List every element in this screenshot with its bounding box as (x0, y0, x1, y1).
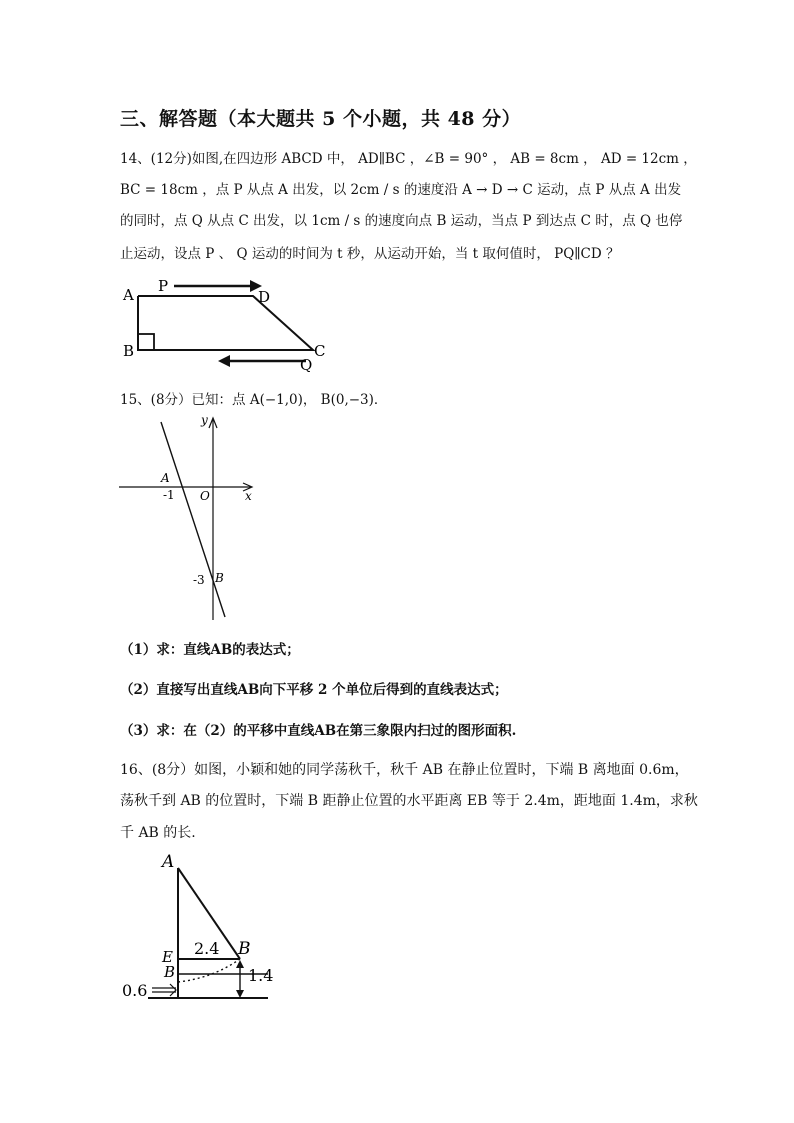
label-B: B (238, 939, 251, 959)
label-O: O (200, 489, 210, 503)
q16-line-3: 千 AB 的长. (120, 825, 196, 841)
label-E: E (162, 948, 173, 966)
q15-part-2: （2）直接写出直线AB向下平移 2 个单位后得到的直线表达式； (120, 682, 508, 698)
q15-part-1: （1）求：直线AB的表达式； (120, 642, 300, 658)
q15-stem: 15、(8分）已知：点 A(−1,0)， B(0,−3)． (120, 392, 388, 408)
label-A: A (123, 286, 134, 304)
section-title: 三、解答题（本大题共 5 个小题，共 48 分） (120, 108, 522, 130)
q14-line-3: 的同时，点 Q 从点 C 出发，以 1cm / s 的速度向点 B 运动，当点 P 到达点 C 时，点 Q 也停 (120, 213, 683, 229)
label-A: A (161, 471, 170, 485)
ground-arrow-head (170, 984, 176, 996)
label-2-4: 2.4 (194, 939, 220, 958)
q16-swing-figure (118, 850, 273, 1010)
label-x: x (245, 489, 252, 503)
trapezoid-abcd (138, 296, 313, 350)
swing-arc (178, 959, 240, 982)
q16-line-1: 16、(8分）如图，小颖和她的同学荡秋千，秋千 AB 在静止位置时，下端 B 离地面 0.6m， (120, 762, 689, 778)
height-arrow-bottom (236, 990, 244, 998)
q14-line-4: 止运动，设点 P 、 Q 运动的时间为 t 秒，从运动开始，当 t 取何值时， PQ∥CD ？ (120, 246, 620, 262)
label-minus1: -1 (163, 488, 175, 502)
label-A: A (162, 852, 175, 872)
label-0-6: 0.6 (122, 981, 148, 1000)
label-B-rest: B (164, 963, 176, 981)
label-y: y (201, 413, 208, 427)
label-Q: Q (300, 356, 313, 372)
label-B: B (215, 571, 224, 585)
label-D: D (258, 288, 271, 306)
label-minus3: -3 (193, 573, 205, 587)
q15-part-3: （3）求：在（2）的平移中直线AB在第三象限内扫过的图形面积. (120, 723, 517, 739)
label-1-4: 1.4 (248, 966, 273, 985)
q14-trapezoid-figure (118, 272, 338, 372)
label-C: C (314, 342, 326, 360)
q15-coordinate-figure (115, 412, 265, 624)
q16-line-2: 荡秋千到 AB 的位置时，下端 B 距静止位置的水平距离 EB 等于 2.4m，距地面 1.4m，求秋 (120, 793, 698, 809)
right-angle-mark (138, 334, 154, 350)
line-ab (161, 422, 225, 617)
q14-line-2: BC = 18cm ，点 P 从点 A 出发，以 2cm / s 的速度沿 A → D → C 运动，点 P 从点 A 出发 (120, 182, 682, 198)
label-P: P (158, 277, 169, 295)
height-arrow-top (236, 960, 244, 968)
q-arrow-head (218, 355, 230, 367)
label-B: B (123, 342, 135, 360)
q14-line-1: 14、(12分)如图,在四边形 ABCD 中， AD∥BC ，∠B = 90° ， AB = 8cm ， AD = 12cm ， (120, 151, 697, 167)
